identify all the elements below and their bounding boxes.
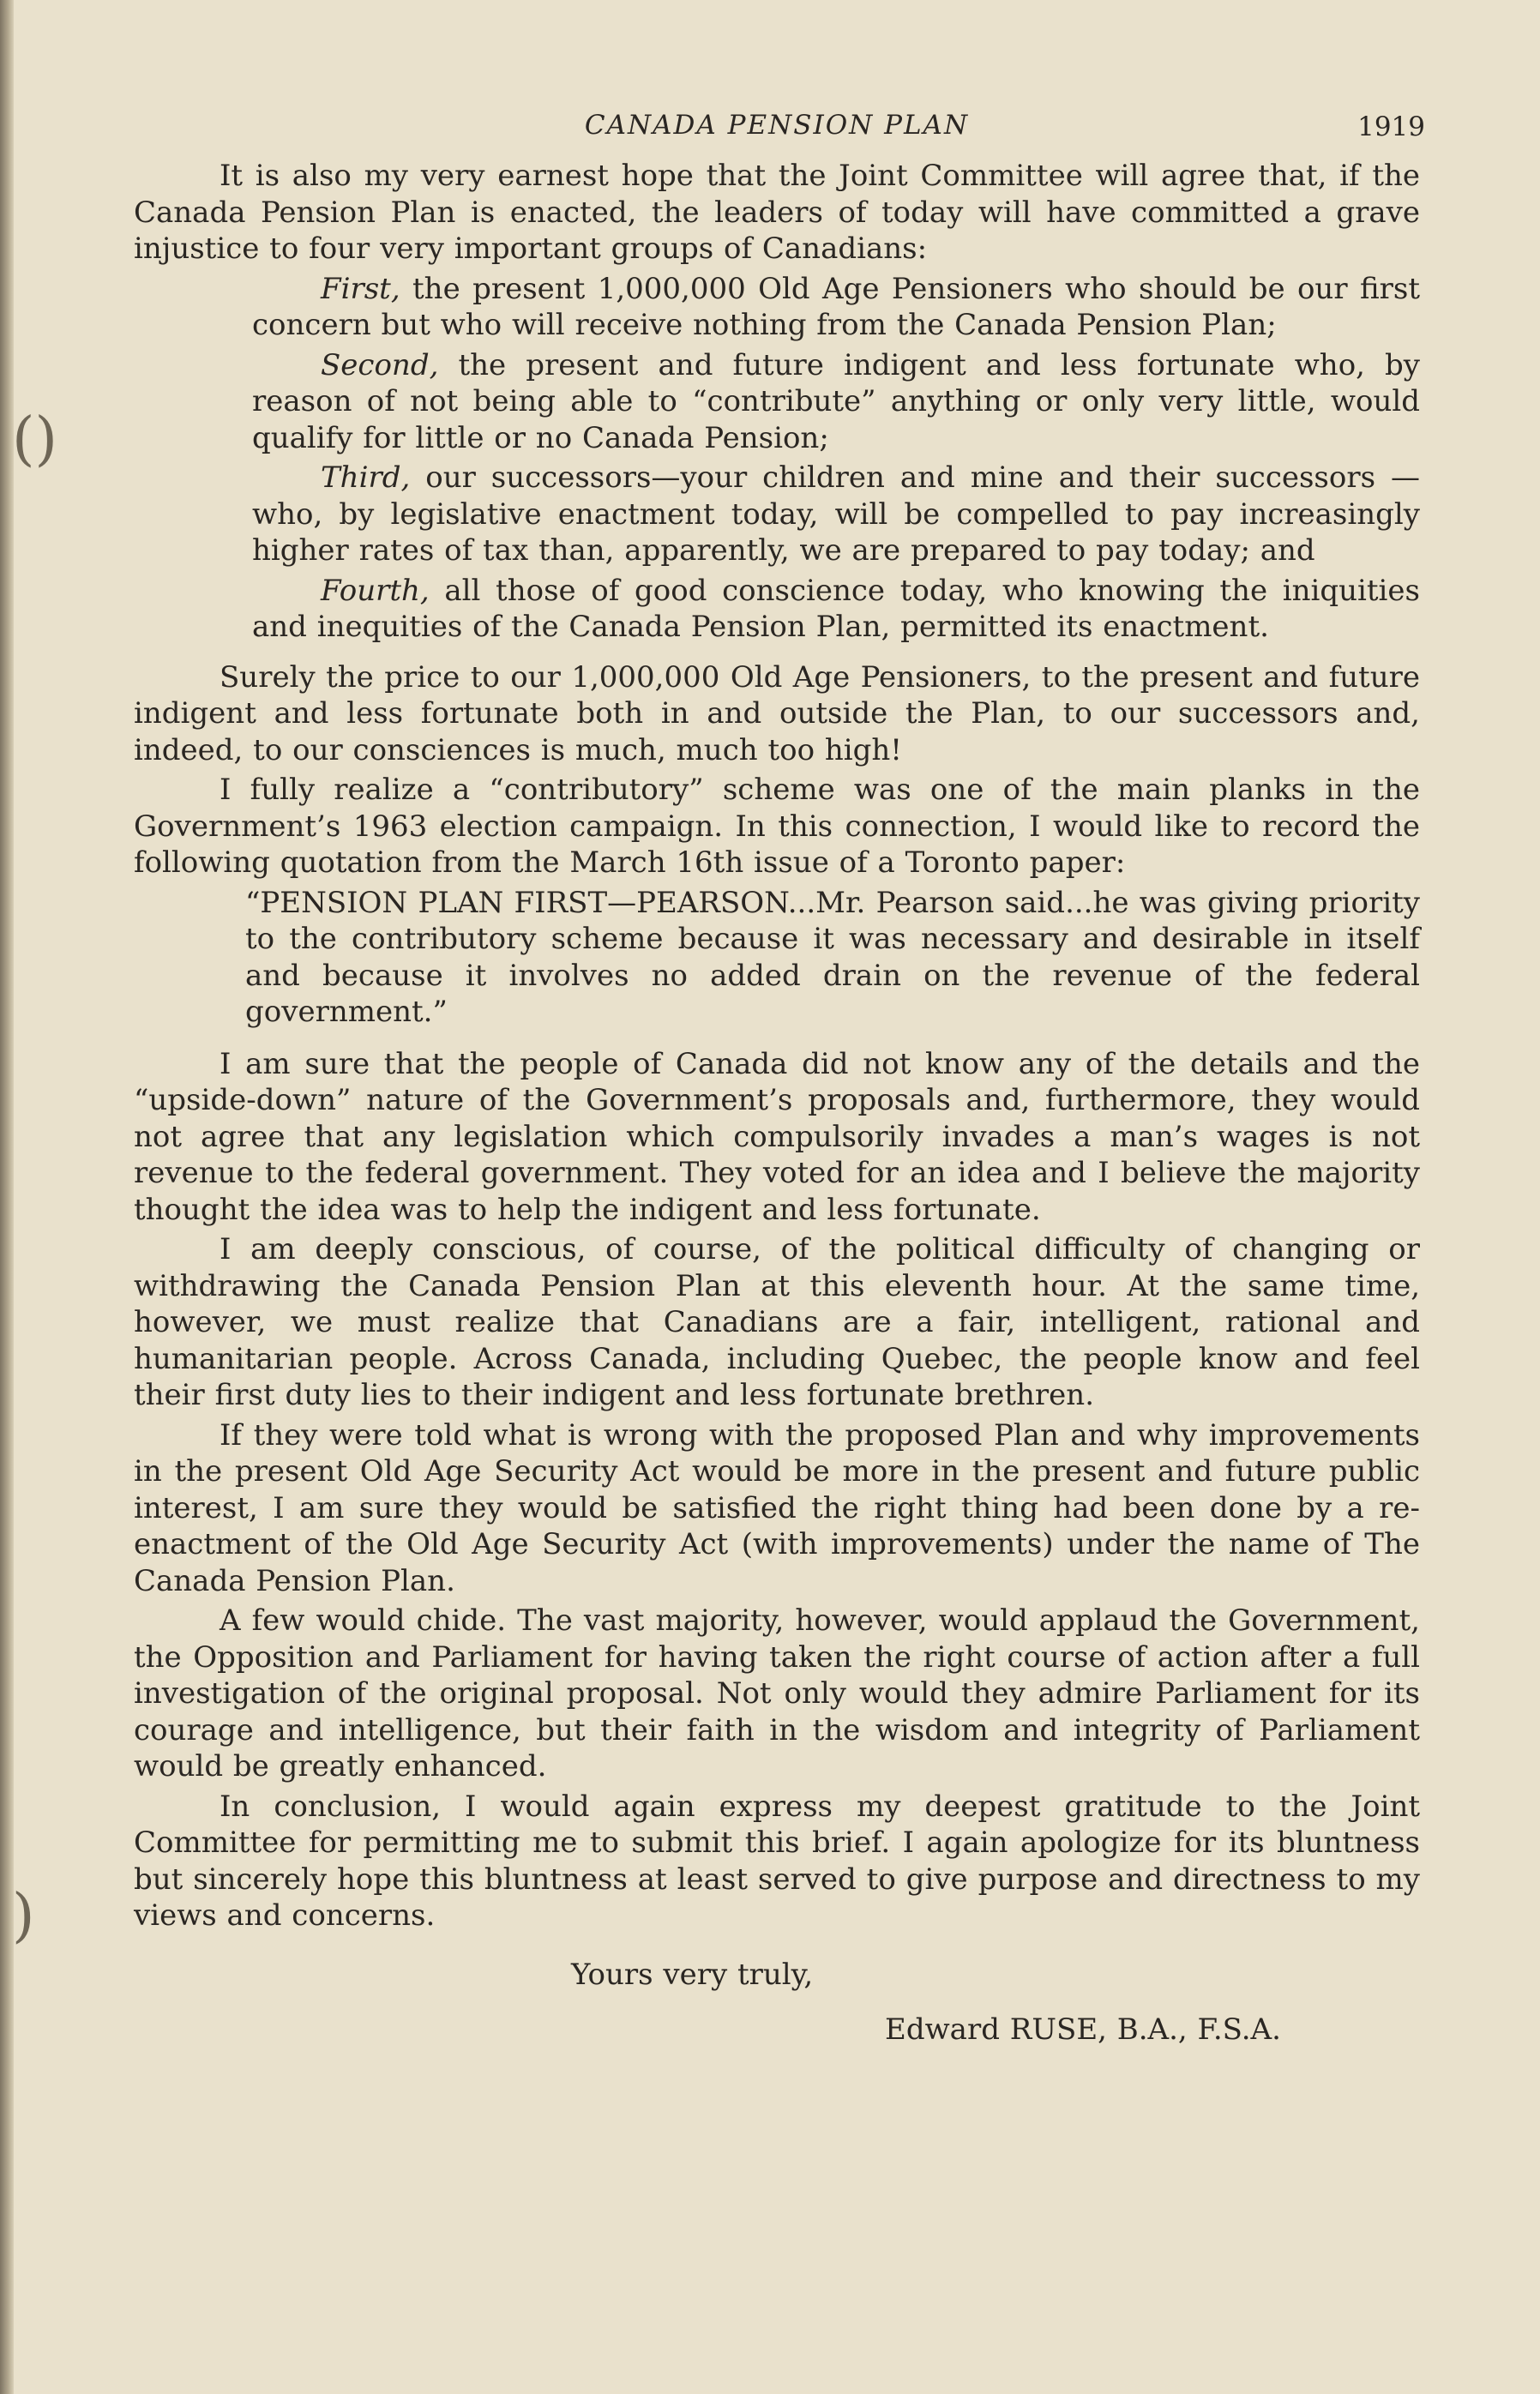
closing-salutation: Yours very truly, — [571, 1957, 814, 1992]
running-title: CANADA PENSION PLAN — [584, 110, 970, 141]
group-lead: Second, — [321, 347, 439, 382]
group-lead: Fourth, — [321, 573, 430, 608]
body-paragraph: I am sure that the people of Canada did not know any of the details and the “upside-down” nature of the Government’s proposals and, furthermore, they would not agree that any legislation which compulsorily invades a man’s wages is not revenue to the federal government. They voted for an idea and I believe the majority thought the idea was to help the indigent and less fortunate. — [134, 1046, 1420, 1227]
group-item-second — [252, 347, 1420, 457]
group-item-first — [252, 271, 1420, 344]
document-body — [134, 158, 1420, 2048]
page-binding-edge — [0, 0, 14, 2394]
body-paragraph: I am deeply conscious, of course, of the political difficulty of changing or withdrawing the Canada Pension Plan at this eleventh hour. At the same time, however, we must realize that Canadians are a fair, intelligent, rational and humanitarian people. Across Canada, including Quebec, the people know and feel their first duty lies to their indigent and less fortunate brethren. — [134, 1232, 1420, 1412]
document-page — [134, 110, 1425, 2048]
body-paragraph: I fully realize a “contributory” scheme was one of the main planks in the Government’s 1963 election campaign. In this connection, I would like to record the following quotation from the March 16th issue of a Toronto paper: — [134, 773, 1420, 880]
group-lead: Third, — [321, 460, 411, 495]
page-header — [134, 110, 1425, 158]
group-lead: First, — [321, 271, 400, 306]
group-item-fourth — [252, 573, 1420, 646]
group-text: our successors—your children and mine and their successors —who, by legislative enactment today, will be compelled to pay increasingly higher rates of tax than, apparently, we are prepared to pay today; and — [252, 460, 1420, 568]
page-number: 1919 — [1357, 111, 1425, 142]
binder-hole-mark: ) — [12, 1882, 35, 1950]
body-paragraph: A few would chide. The vast majority, however, would applaud the Government, the Opposition and Parliament for having taken the right course of action after a full investigation of the original proposal. Not only would they admire Parliament for its courage and intelligence, but their faith in the wisdom and integrity of Parliament would be greatly enhanced. — [134, 1603, 1420, 1783]
group-text: all those of good conscience today, who knowing the iniquities and inequities of the Canada Pension Plan, permitted its enactment. — [252, 573, 1420, 644]
body-paragraph: In conclusion, I would again express my deepest gratitude to the Joint Committee for permitting me to submit this brief. I again apologize for its bluntness but sincerely hope this bluntness at least served to give purpose and directness to my views and concerns. — [134, 1789, 1420, 1933]
binder-hole-mark: () — [12, 406, 58, 473]
body-paragraph: If they were told what is wrong with the proposed Plan and why improvements in the present Old Age Security Act would be more in the present and future public interest, I am sure they would be satisfied the right thing had been done by a re-enactment of the Old Age Security Act (with improvements) under the name of The Canada Pension Plan. — [134, 1417, 1420, 1598]
group-text: the present 1,000,000 Old Age Pensioners who should be our first concern but who will receive nothing from the Canada Pension Plan; — [252, 271, 1420, 342]
group-text: the present and future indigent and less fortunate who, by reason of not being able to “contribute” anything or only very little, would qualify for little or no Canada Pension; — [252, 347, 1420, 455]
intro-paragraph: It is also my very earnest hope that the Joint Committee will agree that, if the Canada Pension Plan is enacted, the leaders of today will have committed a grave injustice to four very important groups of Canadians: — [134, 159, 1420, 266]
newspaper-quotation: “PENSION PLAN FIRST—PEARSON...Mr. Pearson said...he was giving priority to the contributory scheme because it was necessary and desirable in itself and because it involves no added drain on the revenue of the federal government.” — [245, 885, 1420, 1029]
group-item-third — [252, 460, 1420, 569]
signature: Edward RUSE, B.A., F.S.A. — [885, 2012, 1281, 2047]
body-paragraph: Surely the price to our 1,000,000 Old Age Pensioners, to the present and future indigent and less fortunate both in and outside the Plan, to our successors and, indeed, to our consciences is much, much too high! — [134, 659, 1420, 767]
